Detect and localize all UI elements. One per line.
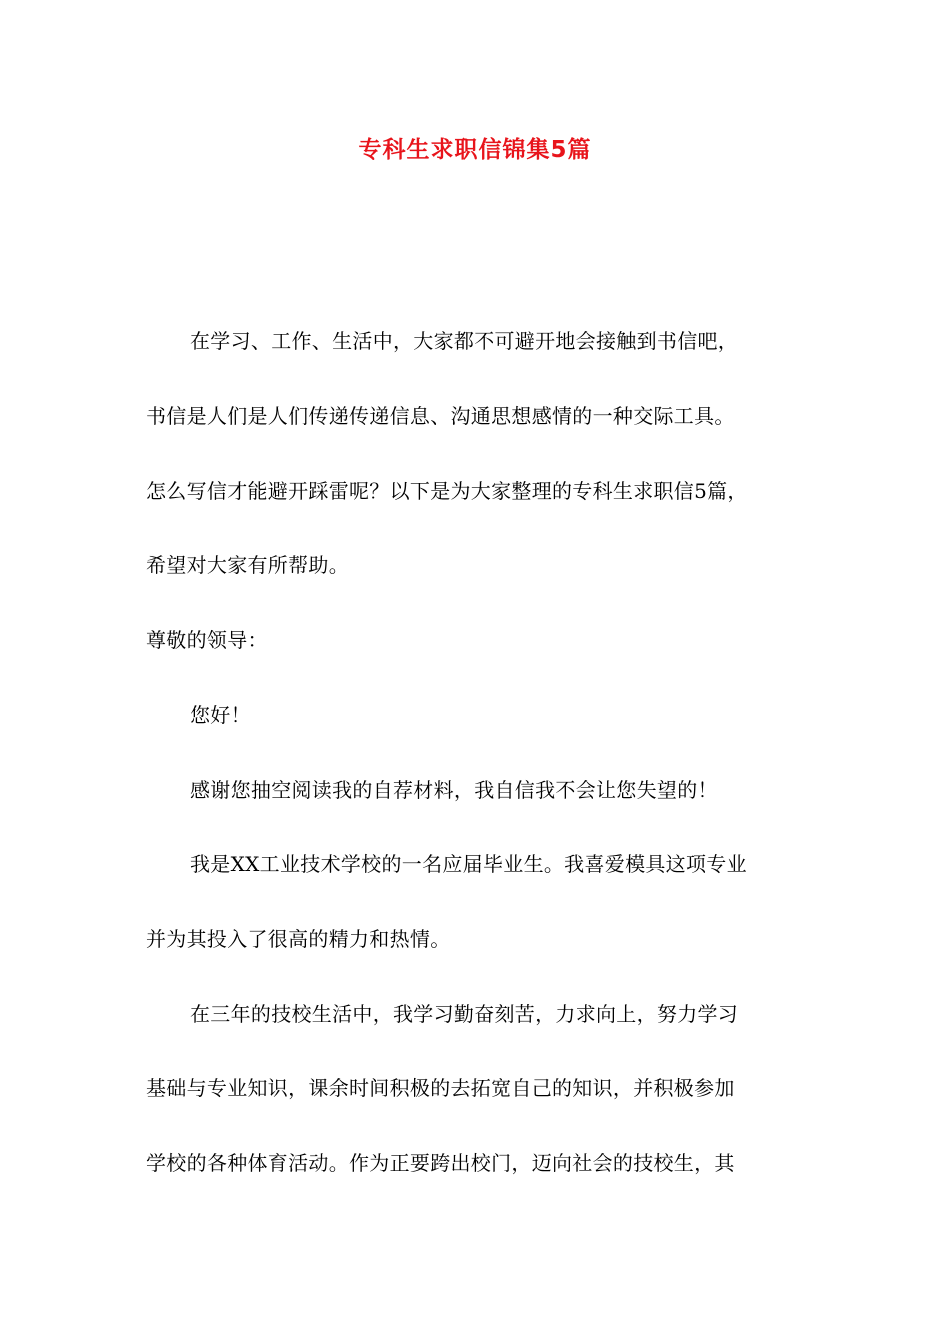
paragraph-line: 我是XX工业技术学校的一名应届毕业生。我喜爱模具这项专业 xyxy=(190,852,747,876)
paragraph-line: 并为其投入了很高的精力和热情。 xyxy=(146,927,451,951)
greeting-line: 您好！ xyxy=(190,703,251,727)
paragraph-line: 感谢您抽空阅读我的自荐材料，我自信我不会让您失望的！ xyxy=(190,778,718,802)
salutation-line: 尊敬的领导： xyxy=(146,628,268,652)
paragraph-line: 书信是人们是人们传递传递信息、沟通思想感情的一种交际工具。 xyxy=(146,404,735,428)
paragraph-line: 在三年的技校生活中，我学习勤奋刻苦，力求向上，努力学习 xyxy=(190,1002,739,1026)
paragraph-line: 学校的各种体育活动。作为正要跨出校门，迈向社会的技校生，其 xyxy=(146,1151,735,1175)
paragraph-line: 怎么写信才能避开踩雷呢？以下是为大家整理的专科生求职信5篇， xyxy=(146,479,748,503)
paragraph-line: 在学习、工作、生活中，大家都不可避开地会接触到书信吧， xyxy=(190,329,739,353)
document-title: 专科生求职信锦集5篇 xyxy=(358,137,592,163)
paragraph-line: 基础与专业知识，课余时间积极的去拓宽自己的知识，并积极参加 xyxy=(146,1076,735,1100)
paragraph-line: 希望对大家有所帮助。 xyxy=(146,553,349,577)
